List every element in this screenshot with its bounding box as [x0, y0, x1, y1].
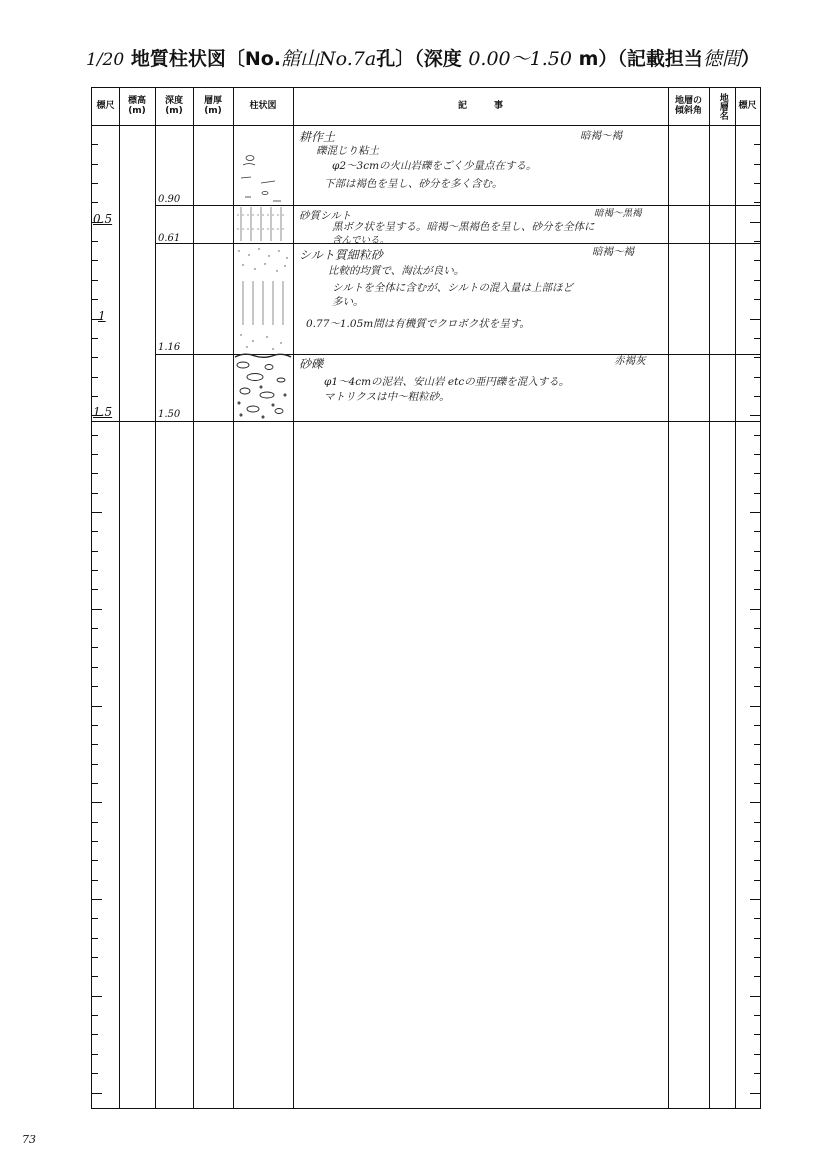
scale-tick	[92, 589, 98, 590]
scale-tick	[92, 725, 98, 726]
scale-tick	[92, 667, 98, 668]
header-thickness: 層厚 (m)	[203, 96, 222, 116]
scale-tick	[750, 706, 760, 707]
scale-tick	[92, 493, 98, 494]
scale-tick	[750, 802, 760, 803]
scale-tick	[750, 222, 760, 223]
scale-tick	[92, 551, 98, 552]
boring-log-table	[91, 87, 761, 1109]
scale-ratio: 1/20	[86, 50, 125, 70]
scale-tick	[92, 435, 98, 436]
scale-tick	[754, 280, 760, 281]
layer-desc-line: 0.77～1.05m間は有機質でクロボク状を呈す。	[306, 318, 530, 330]
scale-tick	[92, 744, 98, 745]
scale-tick	[92, 880, 98, 881]
log-title	[86, 44, 760, 71]
header-scale-left: 標尺	[96, 100, 115, 111]
layer-desc-line: 多い。	[332, 296, 364, 308]
scale-tick	[92, 357, 98, 358]
depth-label: 1.50	[158, 409, 181, 420]
scale-tick	[754, 164, 760, 165]
scale-label-1-5: 1.5	[93, 405, 113, 419]
scale-tick	[750, 319, 760, 320]
scale-tick	[754, 1054, 760, 1055]
scale-tick	[92, 338, 98, 339]
scale-tick	[92, 473, 98, 474]
scale-tick	[754, 628, 760, 629]
author-name: 徳間	[702, 48, 741, 70]
scale-tick	[754, 241, 760, 242]
scale-tick	[92, 996, 102, 997]
layer-desc-line: シルトを全体に含むが、シルトの混入量は上部ほど	[332, 282, 573, 294]
scale-tick	[92, 1015, 98, 1016]
title-unit: m）（記載担当	[578, 48, 703, 70]
scale-tick	[92, 299, 98, 300]
scale-tick	[754, 357, 760, 358]
scale-tick	[92, 183, 98, 184]
scale-tick	[92, 841, 98, 842]
scale-tick	[92, 860, 98, 861]
layer-name: シルト質細粒砂	[299, 248, 383, 262]
scale-tick	[92, 783, 98, 784]
scale-tick	[754, 396, 760, 397]
clay-pattern	[241, 156, 281, 202]
scale-tick	[754, 183, 760, 184]
scale-tick	[750, 996, 760, 997]
header-formation: 地層名	[717, 93, 728, 120]
header-scale-right: 標尺	[738, 100, 757, 111]
title-prefix: 地質柱状図〔No.	[130, 48, 281, 70]
scale-tick	[754, 260, 760, 261]
layer-name: 砂質シルト	[299, 210, 352, 222]
scale-label-0-5: 0.5	[93, 212, 113, 226]
scale-tick	[754, 299, 760, 300]
layer-desc-line: 比較的均質で、淘汰が良い。	[328, 265, 465, 277]
boundary-1-50	[92, 421, 760, 422]
scale-tick	[92, 319, 102, 320]
scale-tick	[92, 802, 102, 803]
title-suffix: 孔〕（深度	[376, 48, 462, 70]
header-description: 記 事	[457, 100, 503, 111]
scale-tick	[750, 512, 760, 513]
layer-desc-line: マトリクスは中～粗粒砂。	[324, 391, 450, 403]
scale-tick	[92, 1073, 98, 1074]
scale-tick	[754, 493, 760, 494]
scale-tick	[92, 241, 98, 242]
scale-tick	[92, 628, 98, 629]
depth-label: 1.16	[158, 342, 181, 353]
sandy-silt-pattern	[237, 207, 287, 241]
scale-tick	[754, 725, 760, 726]
title-close: ）	[740, 48, 760, 70]
scale-tick	[92, 531, 98, 532]
scale-tick	[754, 880, 760, 881]
scale-tick	[92, 164, 98, 165]
scale-tick	[92, 957, 98, 958]
scale-tick	[92, 609, 102, 610]
scale-tick	[754, 647, 760, 648]
scale-tick	[754, 551, 760, 552]
depth-label: 0.61	[158, 233, 181, 244]
layer-desc-line: 黒ボク状を呈する。暗褐～黒褐色を呈し、砂分を全体に	[332, 221, 595, 233]
page-number: 73	[22, 1133, 36, 1146]
header-depth: 深度 (m)	[164, 96, 183, 116]
layer-desc-line: φ1～4cmの泥岩、安山岩 etcの亜円礫を混入する。	[324, 376, 570, 388]
scale-tick	[754, 454, 760, 455]
scale-tick	[754, 744, 760, 745]
header-column: 柱状図	[249, 100, 277, 111]
scale-tick	[754, 686, 760, 687]
scale-tick	[92, 570, 98, 571]
site-name: 舘山No.7a	[281, 48, 377, 70]
scale-tick	[92, 976, 98, 977]
gravel-pattern	[235, 354, 291, 418]
scale-tick	[92, 377, 98, 378]
scale-tick	[754, 976, 760, 977]
layer-name: 耕作土	[299, 130, 336, 144]
scale-tick	[754, 144, 760, 145]
scale-tick	[92, 899, 102, 900]
layer-desc-line: 礫混じり粘土	[316, 145, 379, 157]
header-dip: 地層の 傾斜角	[674, 96, 702, 116]
layer-color: 赤褐灰	[614, 355, 646, 367]
scale-tick	[754, 202, 760, 203]
scale-tick	[92, 938, 98, 939]
scale-tick	[92, 647, 98, 648]
layer-desc-line: 下部は褐色を呈し、砂分を多く含む。	[324, 178, 503, 190]
scale-tick	[92, 822, 98, 823]
scale-tick	[754, 570, 760, 571]
scale-tick	[754, 783, 760, 784]
scale-tick	[750, 609, 760, 610]
scale-tick	[92, 1054, 98, 1055]
scale-tick	[754, 531, 760, 532]
scale-tick	[754, 589, 760, 590]
scale-tick	[754, 822, 760, 823]
column-diagram	[233, 125, 293, 421]
layer-name: 砂礫	[299, 357, 324, 371]
header-elevation: 標高 (m)	[127, 96, 146, 116]
depth-label: 0.90	[158, 194, 181, 205]
scale-tick	[754, 1034, 760, 1035]
scale-tick	[92, 1093, 102, 1094]
scale-tick	[92, 686, 98, 687]
scale-tick	[754, 860, 760, 861]
scale-tick	[92, 144, 98, 145]
layer-color: 暗褐～黒褐	[594, 208, 642, 219]
layer-desc-line: 含んでいる。	[332, 235, 390, 246]
scale-tick	[92, 454, 98, 455]
scale-tick	[750, 125, 760, 126]
scale-tick	[92, 918, 98, 919]
scale-tick	[754, 1015, 760, 1016]
scale-tick	[92, 125, 102, 126]
scale-tick	[754, 667, 760, 668]
scale-tick	[750, 415, 760, 416]
scale-tick	[92, 1034, 98, 1035]
scale-tick	[92, 280, 98, 281]
scale-tick	[92, 222, 102, 223]
scale-tick	[92, 512, 102, 513]
scale-tick	[754, 957, 760, 958]
scale-tick	[92, 396, 98, 397]
scale-tick	[754, 918, 760, 919]
scale-tick	[92, 202, 98, 203]
scale-tick	[754, 841, 760, 842]
scale-tick	[754, 338, 760, 339]
scale-tick	[750, 899, 760, 900]
layer-color: 暗褐～褐	[580, 130, 622, 142]
scale-tick	[754, 377, 760, 378]
scale-tick	[754, 435, 760, 436]
scale-tick	[92, 706, 102, 707]
depth-range: 0.00～1.50	[468, 48, 572, 70]
scale-tick	[92, 260, 98, 261]
scale-tick	[750, 1093, 760, 1094]
scale-tick	[92, 764, 98, 765]
scale-tick	[92, 415, 102, 416]
scale-label-1: 1	[98, 309, 106, 323]
scale-tick	[754, 938, 760, 939]
scale-tick	[754, 1073, 760, 1074]
layer-desc-line: φ2～3cmの火山岩礫をごく少量点在する。	[332, 160, 537, 172]
scale-tick	[754, 473, 760, 474]
layer-color: 暗褐～褐	[592, 246, 634, 258]
scale-tick	[754, 764, 760, 765]
